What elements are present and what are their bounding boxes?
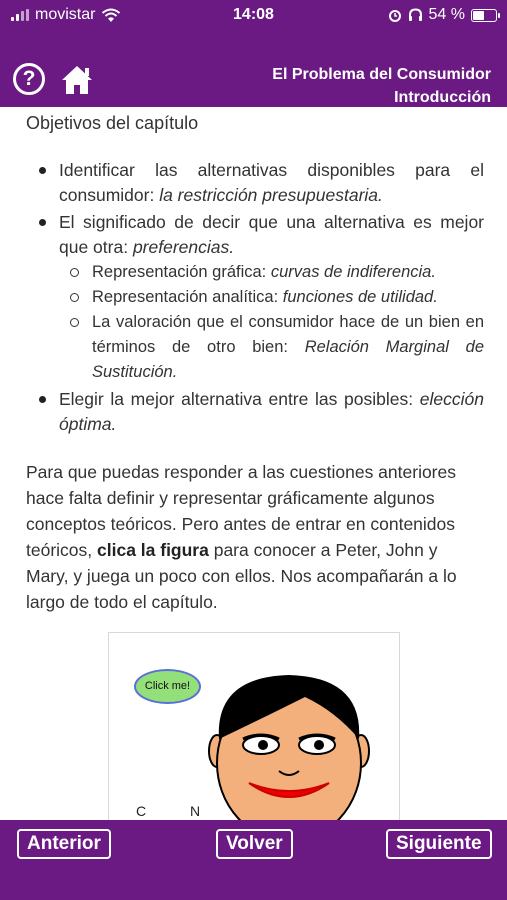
character-initials: C N [136, 803, 221, 819]
sub-list-item: Representación analítica: funciones de utilidad. [59, 285, 484, 310]
main-content [26, 109, 484, 615]
header-title-sub: Introducción [394, 89, 491, 106]
bottom-nav [0, 820, 507, 900]
click-me-button[interactable]: Click me! [134, 669, 201, 704]
character-face-illustration[interactable] [205, 671, 375, 822]
help-button[interactable]: ? [13, 63, 45, 95]
character-figure[interactable] [108, 632, 400, 822]
list-item: Elegir la mejor alternativa entre las posibles: elección óptima. [26, 387, 484, 437]
header-title-main: El Problema del Consumidor [272, 66, 491, 83]
list-item: Identificar las alternativas disponibles para el consumidor: la restricción presupuestaria. [26, 158, 484, 208]
intro-paragraph: Para que puedas responder a las cuestiones anteriores hace falta definir y representar gráficamente algunos conceptos teóricos. Pero antes de entrar en contenidos teóricos, clica la figura para conocer a Peter, John y Mary, y juega un poco con ellos. Nos acompañarán a lo largo de todo el capítulo. [26, 462, 457, 612]
status-time: 14:08 [233, 6, 274, 23]
objectives-list [26, 158, 484, 437]
carrier-label: movistar [35, 6, 96, 23]
home-button[interactable] [60, 63, 94, 97]
previous-button[interactable]: Anterior [17, 829, 111, 859]
app-header [0, 0, 507, 107]
battery-icon [471, 9, 497, 22]
alarm-icon [388, 8, 402, 22]
sub-list [59, 260, 484, 385]
sub-list-item: La valoración que el consumidor hace de un bien en términos de otro bien: Relación Marginal de Sustitución. [59, 310, 484, 385]
status-bar [0, 0, 507, 32]
section-title: Objetivos del capítulo [26, 113, 199, 133]
header-title [272, 63, 491, 109]
battery-percent: 54 % [428, 6, 465, 23]
back-button[interactable]: Volver [216, 829, 293, 859]
next-button[interactable]: Siguiente [386, 829, 492, 859]
headphones-icon [408, 8, 423, 22]
sub-list-item: Representación gráfica: curvas de indiferencia. [59, 260, 484, 285]
list-item: El significado de decir que una alternativa es mejor que otra: preferencias. Representación gráfica: curvas de indiferencia. Representación analítica: funciones de utilidad. La valoración que el consumidor hace de un bien en términos de otro bien: Relación Marginal de Sustitución. [26, 210, 484, 385]
